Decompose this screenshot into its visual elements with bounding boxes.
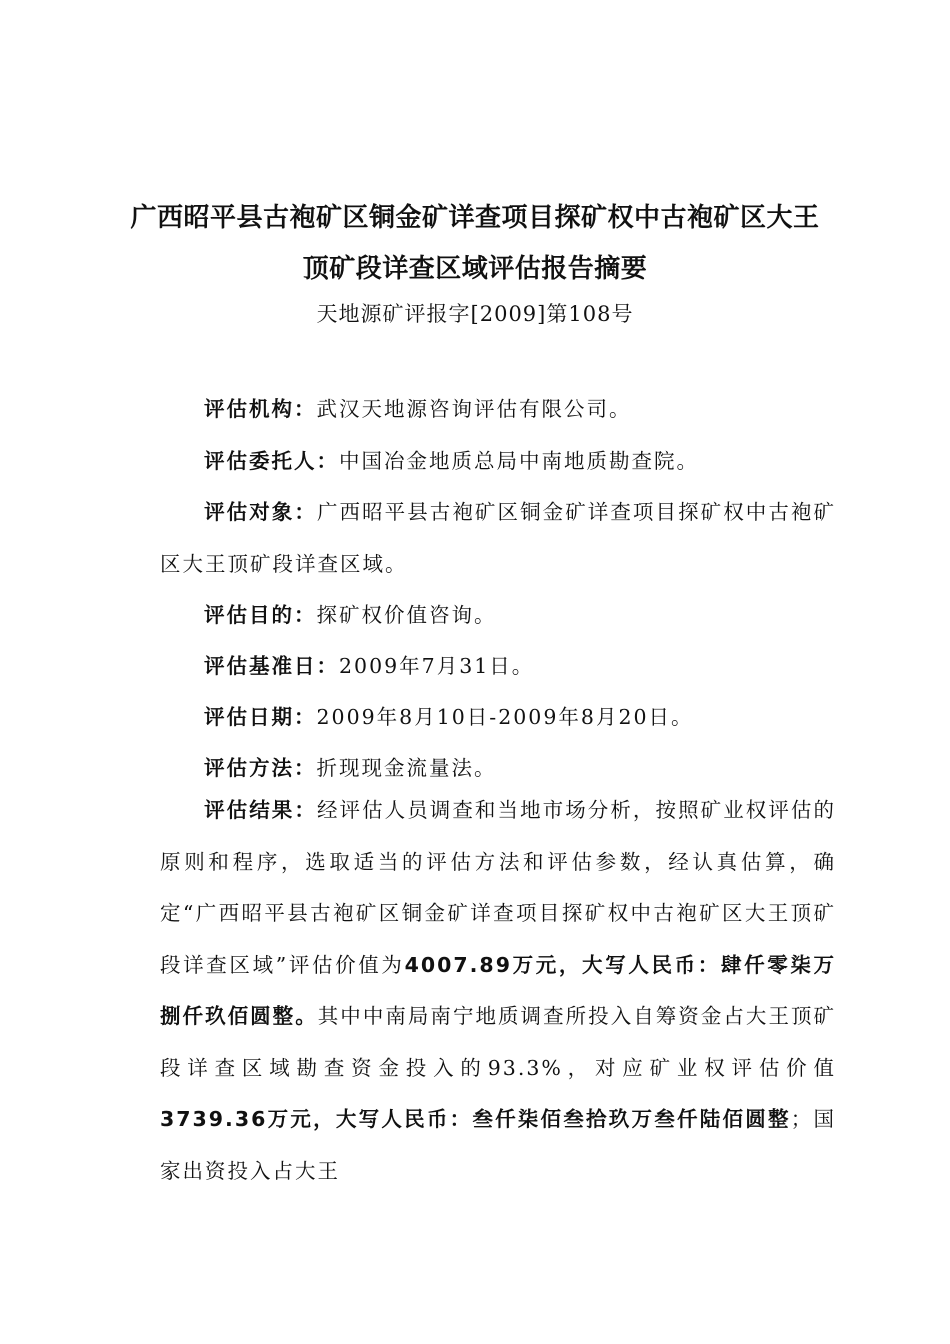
field-value: 探矿权价值咨询。 — [316, 603, 497, 627]
report-title-line-2: 顶矿段详查区域评估报告摘要 — [302, 254, 648, 284]
field-eval-date — [160, 692, 836, 744]
field-value: 折现现金流量法。 — [316, 756, 497, 780]
result-value-share: 3739.36万元，大写人民币：叁仟柒佰叁拾玖万叁仟陆佰圆整 — [160, 1107, 791, 1131]
field-base-date — [160, 641, 836, 693]
field-result — [160, 785, 837, 1183]
field-label: 评估结果： — [204, 798, 317, 822]
field-value: 2009年8月10日-2009年8月20日。 — [316, 705, 694, 729]
result-text-1: 经评估人员调查和当地市场分析，按照矿业权评估的原则和程序，选取适当的评估方法和评估参数，经认真估算，确定“广西昭平县古袍矿区铜金矿详查项目探矿权中古袍矿区大王顶矿段详查区域”评估价值为 — [160, 798, 837, 977]
field-purpose — [160, 590, 836, 642]
field-value: 中国冶金地质总局中南地质勘查院。 — [339, 449, 699, 473]
field-value: 2009年7月31日。 — [339, 654, 535, 678]
field-object — [160, 487, 836, 590]
field-institution — [160, 384, 836, 436]
result-text-3: ；国家出资投入占大王 — [160, 1107, 836, 1183]
field-label: 评估基准日： — [204, 654, 339, 678]
report-title-line-1: 广西昭平县古袍矿区铜金矿详查项目探矿权中古袍矿区大王 — [130, 203, 820, 233]
field-label: 评估日期： — [204, 705, 317, 729]
field-label: 评估目的： — [204, 603, 317, 627]
field-label: 评估对象： — [204, 500, 317, 524]
result-value-total: 4007.89万元，大写人民币：肆仟零柒万捌仟玖佰圆整。 — [160, 952, 837, 1028]
field-label: 评估方法： — [204, 756, 317, 780]
field-value: 武汉天地源咨询评估有限公司。 — [316, 397, 632, 421]
field-client — [160, 436, 836, 488]
result-text-2: 其中中南局南宁地质调查所投入自筹资金占大王顶矿段详查区域勘查资金投入的93.3%，对应矿业权评估价值 — [160, 1004, 837, 1080]
field-label: 评估委托人： — [204, 449, 339, 473]
field-value: 广西昭平县古袍矿区铜金矿详查项目探矿权中古袍矿区大王顶矿段详查区域。 — [160, 500, 837, 576]
field-label: 评估机构： — [204, 397, 317, 421]
document-number: 天地源矿评报字[2009]第108号 — [316, 302, 634, 326]
